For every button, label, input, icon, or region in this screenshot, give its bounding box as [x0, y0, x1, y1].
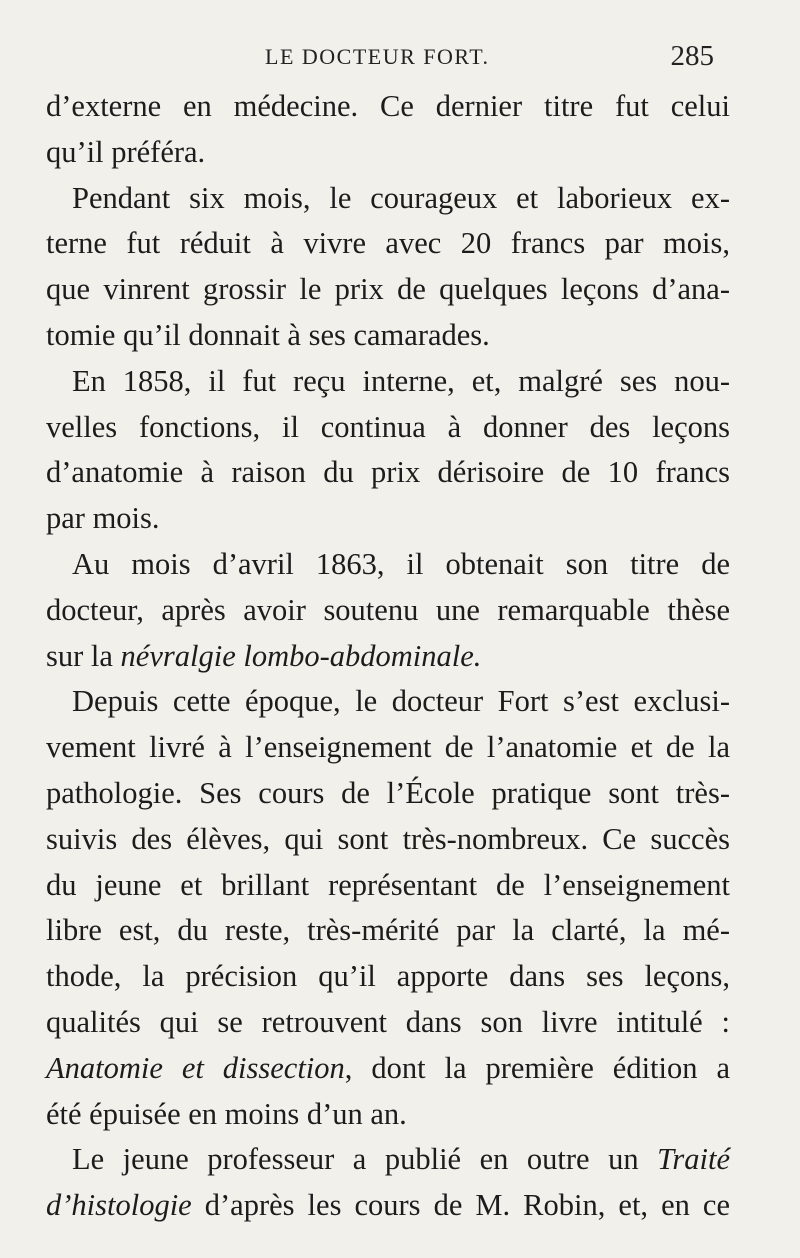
text-line [46, 588, 730, 634]
text-line [46, 1092, 730, 1138]
line-text: , dont la première édition a [344, 1050, 730, 1085]
text-line [46, 84, 730, 130]
line-text: docteur, après avoir soutenu une remarquable thèse [46, 592, 730, 627]
line-text: sur la [46, 638, 121, 673]
line-text: d’externe en médecine. Ce dernier titre fut celui [46, 89, 730, 123]
line-text: du jeune et brillant représentant de l’enseignement [46, 867, 730, 902]
line-text: terne fut réduit à vivre avec 20 francs par mois, [46, 226, 730, 261]
text-line [46, 450, 730, 496]
line-text: qualités qui se retrouvent dans son livre intitulé : [46, 1004, 730, 1039]
running-title: LE DOCTEUR FORT. [265, 44, 490, 69]
text-line [46, 176, 730, 222]
line-text: Pendant six mois, le courageux et laborieux ex- [72, 180, 730, 215]
italic-title: névralgie lombo-abdominale. [120, 638, 482, 673]
line-text: Au mois d’avril 1863, il obtenait son titre de [72, 546, 730, 581]
line-text: été épuisée en moins d’un an. [46, 1096, 407, 1131]
line-text: velles fonctions, il continua à donner des leçons [46, 409, 730, 444]
line-text: libre est, du reste, très-mérité par la clarté, la mé- [46, 913, 730, 948]
text-line [46, 359, 730, 405]
line-text: thode, la précision qu’il apporte dans ses leçons, [46, 959, 730, 994]
line-text: que vinrent grossir le prix de quelques leçons d’ana- [46, 272, 730, 307]
body-text [46, 84, 730, 1229]
line-text: Le jeune professeur a publié en outre un [72, 1142, 658, 1177]
italic-title: Anatomie et dissection [46, 1050, 345, 1085]
text-line [46, 1046, 730, 1092]
text-line [46, 496, 730, 542]
line-text: suivis des élèves, qui sont très-nombreux. Ce succès [46, 821, 730, 856]
text-line [46, 1137, 730, 1183]
text-line [46, 313, 730, 359]
text-line [46, 771, 730, 817]
line-text: En 1858, il fut reçu interne, et, malgré ses nou- [72, 363, 730, 398]
page-header [0, 40, 800, 76]
line-text: qu’il préféra. [46, 134, 206, 169]
text-line [46, 634, 730, 680]
text-line [46, 542, 730, 588]
text-line [46, 908, 730, 954]
line-text: tomie qu’il donnait à ses camarades. [46, 317, 490, 352]
text-line [46, 954, 730, 1000]
text-line [46, 679, 730, 725]
line-text: par mois. [46, 501, 160, 536]
text-line [46, 405, 730, 451]
text-line [46, 725, 730, 771]
text-line [46, 267, 730, 313]
text-line [46, 1183, 730, 1229]
text-line [46, 130, 730, 176]
line-text: Depuis cette époque, le docteur Fort s’est exclusi- [72, 684, 730, 719]
text-line [46, 863, 730, 909]
text-line [46, 817, 730, 863]
line-text: d’anatomie à raison du prix dérisoire de 10 francs [46, 455, 730, 490]
text-line [46, 1000, 730, 1046]
line-text: pathologie. Ses cours de l’École pratique sont très- [46, 775, 730, 810]
line-text: vement livré à l’enseignement de l’anatomie et de la [46, 730, 730, 765]
page-number: 285 [670, 40, 714, 72]
italic-title: Traité [657, 1142, 730, 1177]
italic-title: d’histologie [46, 1188, 192, 1223]
line-text: d’après les cours de M. Robin, et, en ce [191, 1188, 730, 1223]
text-line [46, 221, 730, 267]
